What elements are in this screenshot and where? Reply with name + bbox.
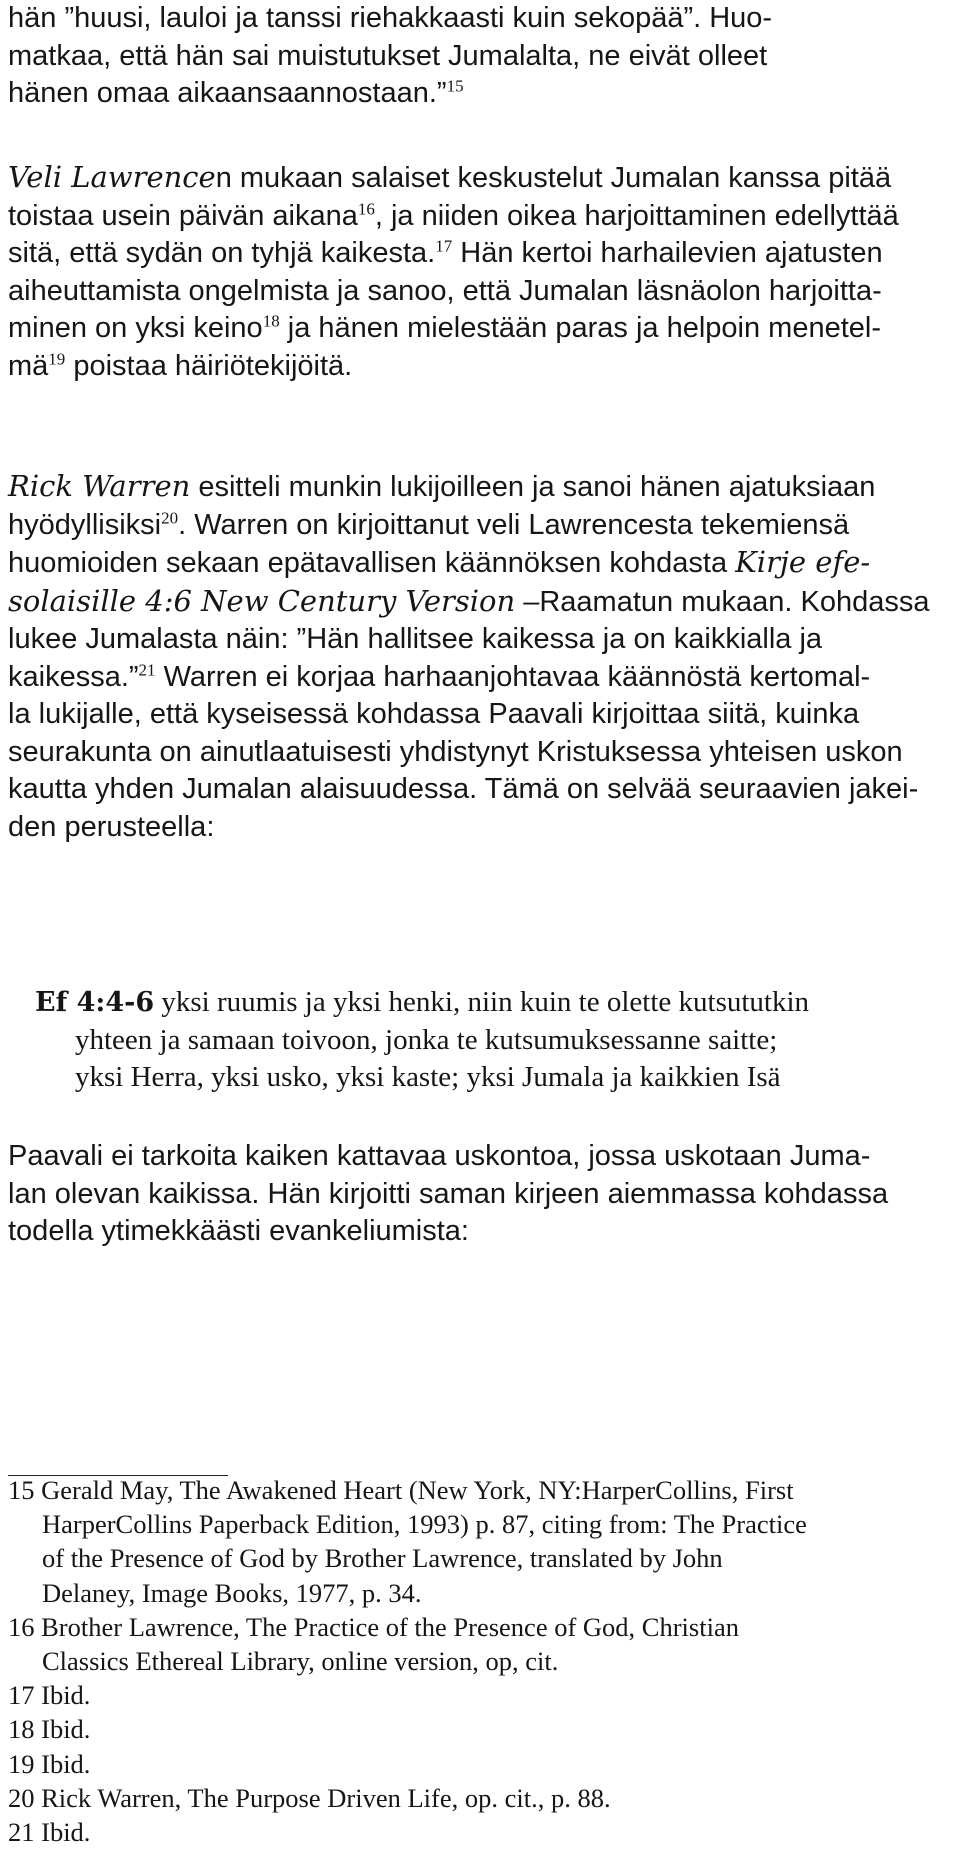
text-line: matkaa, että hän sai muistutukset Jumalalta, ne eivät olleet xyxy=(8,39,768,72)
text-line xyxy=(8,583,958,622)
italic-name: Veli Lawrence xyxy=(8,160,216,194)
text-line: den perusteella: xyxy=(8,810,215,843)
text-segment: ja hänen mielestään paras ja helpoin menetel- xyxy=(279,312,882,344)
text-segment: . Warren on kirjoittanut veli Lawrencesta tekemiensä xyxy=(178,508,850,541)
text-segment: Hän kertoi harhailevien ajatusten xyxy=(452,237,883,269)
text-segment: sitä, että sydän on tyhjä kaikesta. xyxy=(8,237,436,269)
text-line: todella ytimekkäästi evankeliumista: xyxy=(8,1215,469,1247)
text-line xyxy=(8,198,958,236)
footnote-line: 16 Brother Lawrence, The Practice of the Presence of God, Christian xyxy=(8,1611,739,1642)
verse-line xyxy=(35,984,935,1022)
italic-title: solaisille 4:6 New Century Version xyxy=(8,583,516,618)
text-line: lan olevan kaikissa. Hän kirjoitti saman kirjeen aiemmassa kohdassa xyxy=(8,1177,889,1210)
paragraph-1 xyxy=(8,0,958,113)
footnote-line: of the Presence of God by Brother Lawrence, translated by John xyxy=(42,1543,723,1574)
text-line xyxy=(8,659,958,697)
verse-text: yksi ruumis ja yksi henki, niin kuin te olette kutsututkin xyxy=(154,986,810,1018)
footnote-line: 15 Gerald May, The Awakened Heart (New York, NY:HarperCollins, First xyxy=(8,1475,794,1505)
text-segment: , ja niiden oikea harjoittaminen edellyttää xyxy=(374,199,899,232)
paragraph-2 xyxy=(8,159,958,385)
footnote-ref-20[interactable]: 20 xyxy=(161,507,179,527)
text-segment: mä xyxy=(8,349,49,382)
footnote-line: Delaney, Image Books, 1977, p. 34. xyxy=(42,1577,422,1608)
footnote-line: Classics Ethereal Library, online version, op, cit. xyxy=(42,1646,559,1677)
verse-line: yksi Herra, yksi usko, yksi kaste; yksi Jumala ja kaikkien Isä xyxy=(75,1061,781,1093)
text-line xyxy=(8,468,958,507)
footnote-ref-16[interactable]: 16 xyxy=(357,198,375,218)
text-segment: kaikessa.” xyxy=(8,660,139,693)
footnote-ref-18[interactable]: 18 xyxy=(262,311,280,331)
text-line xyxy=(8,75,958,113)
paragraph-4 xyxy=(8,1138,958,1251)
paragraph-3 xyxy=(8,468,958,846)
text-line: lukee Jumalasta näin: ”Hän hallitsee kaikessa ja on kaikkialla ja xyxy=(8,623,823,655)
footnote-18: 18 Ibid. xyxy=(8,1714,91,1745)
footnote-ref-21[interactable]: 21 xyxy=(138,659,156,679)
italic-title: Kirje efe- xyxy=(735,545,871,579)
text-segment: toistaa usein päivän aikana xyxy=(8,199,358,232)
text-segment: –Raamatun mukaan. Kohdassa xyxy=(515,585,930,618)
text-segment: poistaa häiriötekijöitä. xyxy=(65,349,353,382)
text-line: hän ”huusi, lauloi ja tanssi riehakkaasti kuin sekopää”. Huo- xyxy=(8,2,773,34)
text-line xyxy=(8,310,958,348)
text-line-content: hänen omaa aikaansaannostaan.” xyxy=(8,77,447,109)
text-segment: esitteli munkin lukijoilleen ja sanoi hänen ajatuksiaan xyxy=(190,471,876,503)
text-line: aiheuttamista ongelmista ja sanoo, että Jumalan läsnäolon harjoitta- xyxy=(8,274,882,307)
bible-verse-quote xyxy=(35,984,935,1097)
text-segment: huomioiden sekaan epätavallisen käännöksen kohdasta xyxy=(8,547,736,579)
footnote-16 xyxy=(8,1610,958,1678)
text-line: Paavali ei tarkoita kaiken kattavaa uskontoa, jossa uskotaan Juma- xyxy=(8,1140,871,1172)
footnote-ref-15[interactable]: 15 xyxy=(446,76,464,96)
text-segment: n mukaan salaiset keskustelut Jumalan kanssa pitää xyxy=(215,162,892,194)
text-line: seurakunta on ainutlaatuisesti yhdistynyt Kristuksessa yhteisen uskon xyxy=(8,735,903,768)
text-segment: Warren ei korjaa harhaanjohtavaa käännöstä kertomal- xyxy=(155,660,871,693)
text-line xyxy=(8,507,958,545)
footnote-line: HarperCollins Paperback Edition, 1993) p. 87, citing from: The Practice xyxy=(42,1509,807,1540)
text-line xyxy=(8,544,958,583)
footnotes xyxy=(8,1473,958,1849)
footnote-ref-17[interactable]: 17 xyxy=(435,236,453,256)
footnote-17: 17 Ibid. xyxy=(8,1680,91,1711)
text-line xyxy=(8,235,958,273)
footnote-21: 21 Ibid. xyxy=(8,1817,91,1848)
italic-name: Rick Warren xyxy=(8,469,191,503)
text-line: la lukijalle, että kyseisessä kohdassa Paavali kirjoittaa siitä, kuinka xyxy=(8,698,860,730)
text-line xyxy=(8,348,958,386)
text-segment: hyödyllisiksi xyxy=(8,508,162,541)
verse-line: yhteen ja samaan toivoon, jonka te kutsumuksessanne saitte; xyxy=(75,1023,778,1056)
text-segment: minen on yksi keino xyxy=(8,312,263,344)
verse-reference: Ef 4:4-6 xyxy=(35,987,155,1018)
text-line: kautta yhden Jumalan alaisuudessa. Tämä on selvää seuraavien jakei- xyxy=(8,773,919,805)
footnote-19: 19 Ibid. xyxy=(8,1748,91,1779)
footnote-15 xyxy=(8,1473,958,1610)
footnote-ref-19[interactable]: 19 xyxy=(48,348,66,368)
text-line xyxy=(8,159,958,198)
footnote-20: 20 Rick Warren, The Purpose Driven Life, op. cit., p. 88. xyxy=(8,1782,611,1813)
